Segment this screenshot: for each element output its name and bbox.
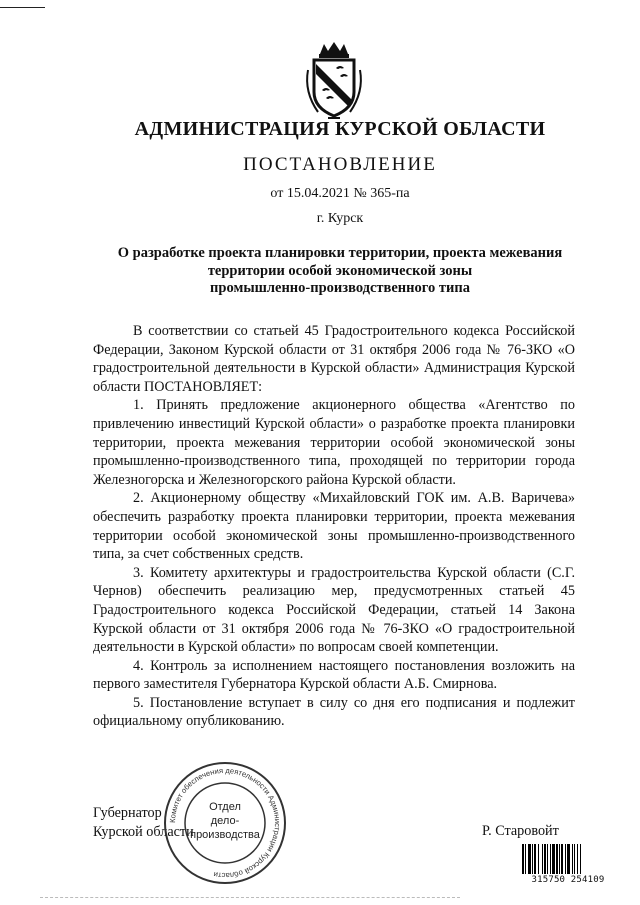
document-subject [100,245,580,298]
signatory-title-line: Курской области [93,823,194,840]
document-city: г. Курск [316,211,364,226]
stamp-text-line: Отдел [209,801,241,813]
signatory-title-line: Губернатор [93,805,162,821]
organization-name: АДМИНИСТРАЦИЯ КУРСКОЙ ОБЛАСТИ [134,118,546,140]
coat-of-arms-icon [300,40,368,120]
body-paragraph-item-2: 2. Акционерному обществу «Михайловский ГОК им. А.В. Варичева» обеспечить разработку проекта планировки территории, проекта межевания территории особой экономической зоны промышленно-производственного типа, за счет собственных средств. [93,490,575,563]
barcode-bar [581,844,582,874]
body-paragraph-preamble: В соответствии со статьей 45 Градостроительного кодекса Российской Федерации, Законом Курской области от 31 октября 2006 года № 76-ЗКО «О градостроительной деятельности в Курской области» Администрация Курской области ПОСТАНОВЛЯЕТ: [93,323,575,395]
body-paragraph-item-3: 3. Комитету архитектуры и градостроительства Курской области (С.Г. Чернов) обеспечить реализацию мер, предусмотренных статьей 45 Градостроительного кодекса Российской Федерации, статьей 14 Закона Курской области от 31 октября 2006 года № 76-ЗКО «О градостроительной деятельности в Курской области» по вопросам своей компетенции. [93,564,575,656]
signatory-name: Р. Старовойт [482,823,559,839]
bottom-scan-line [40,897,460,898]
document-body [93,322,575,731]
subject-line: О разработке проекта планировки территории, проекта межевания [117,245,563,261]
body-paragraph-item-5: 5. Постановление вступает в силу со дня его подписания и подлежит официальному опубликованию. [93,694,575,730]
document-date-number: от 15.04.2021 № 365-па [270,186,410,201]
barcode-bars [522,844,614,874]
top-line-mark [0,7,45,8]
stamp-text-line: производства [190,829,260,841]
stamp-text-line: дело- [210,815,240,827]
stamp-ring-text: Комитет обеспечения деятельности Администрации Курской области [167,765,283,881]
subject-line: территории особой экономической зоны [207,262,473,279]
document-barcode [522,844,614,888]
body-paragraph-item-4: 4. Контроль за исполнением настоящего постановления возложить на первого заместителя Губернатора Курской области А.Б. Смирнова. [93,657,575,693]
body-paragraph-item-1: 1. Принять предложение акционерного общества «Агентство по привлечению инвестиций Курской области» о разработке проекта планировки территории, проекта межевания территории особой экономической зоны промышленно-производственного типа, проходящей по территории города Железногорска и Железногорского района Курской области. [93,397,575,488]
barcode-number: 315750 254109 [531,875,605,885]
document-type: ПОСТАНОВЛЕНИЕ [243,154,437,175]
official-stamp [160,758,290,888]
subject-line: промышленно-производственного типа [210,280,470,296]
